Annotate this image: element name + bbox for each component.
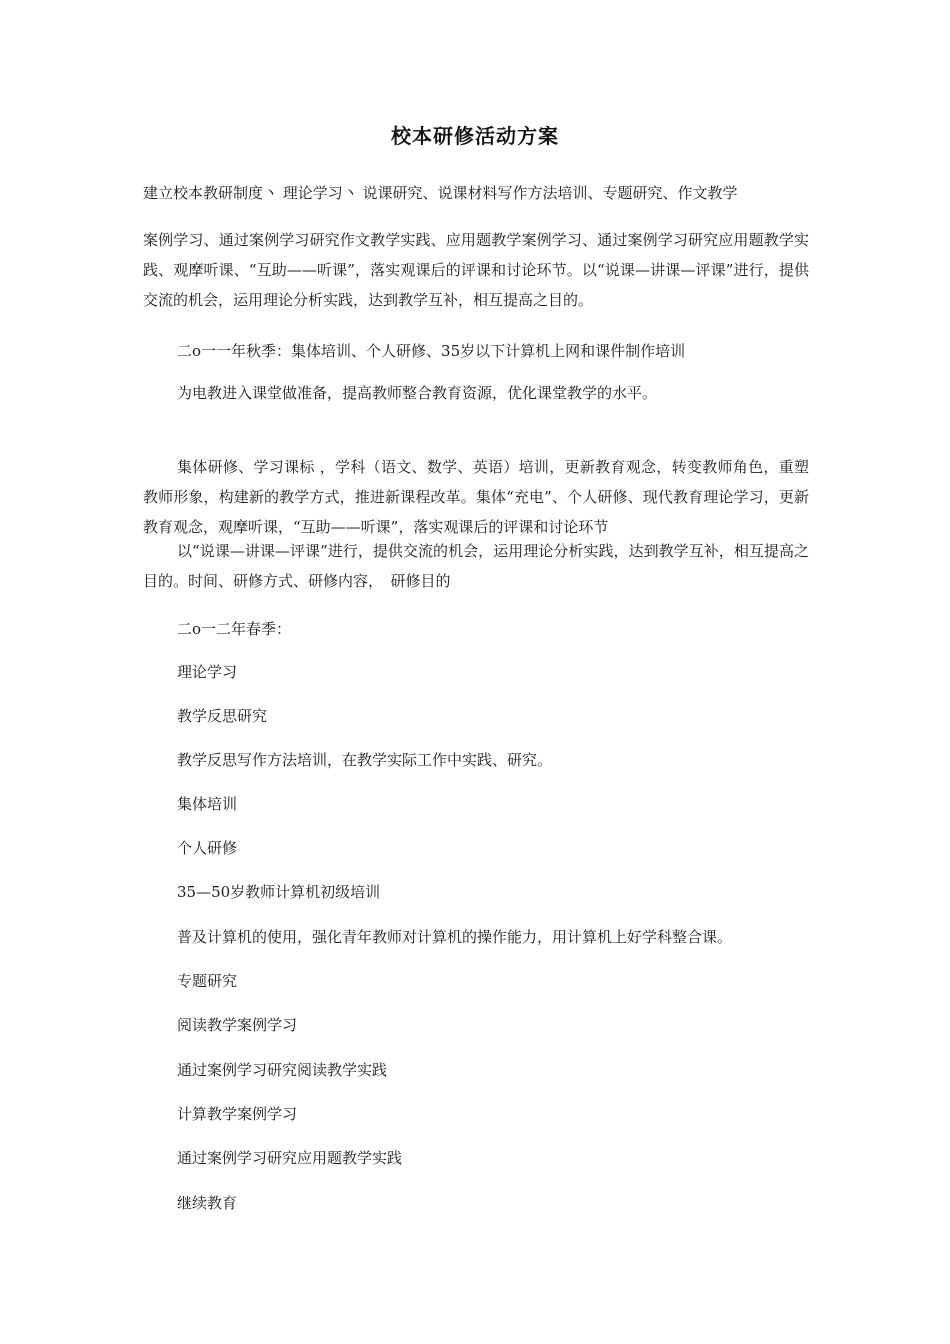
intro-paragraph: 案例学习、通过案例学习研究作文教学实践、应用题教学案例学习、通过案例学习研究应用题教学实践、观摩听课、“互助——听课”，落实观课后的评课和讨论环节。以“说课—讲课—评课”进行，提供交流的机会，运用理论分析实践，达到教学互补，相互提高之目的。 <box>143 231 809 309</box>
autumn-goal: 为电教进入课堂做准备，提高教师整合教育资源，优化课堂教学的水平。 <box>177 384 658 402</box>
list-item: 继续教育 <box>177 1194 238 1212</box>
autumn-paragraph: 集体研修、学习课标 ，学科（语文、数学、英语）培训，更新教育观念，转变教师角色，重塑教师形象，构建新的教学方式，推进新课程改革。集体“充电”、个人研修、现代教育理论学习，更新教育观念，观摩听课，“互助——听课”，落实观课后的评课和讨论环节 <box>143 458 809 536</box>
document-title: 校本研修活动方案 <box>391 124 559 148</box>
spring-heading: 二o一二年春季： <box>177 620 292 638</box>
list-item: 专题研究 <box>177 972 238 990</box>
list-item: 通过案例学习研究阅读教学实践 <box>177 1061 388 1079</box>
list-item: 教学反思研究 <box>177 707 268 725</box>
intro-first-line: 建立校本教研制度丶 理论学习丶 说课研究、说课材料写作方法培训、专题研究、作文教学 <box>143 184 738 202</box>
list-item: 教学反思写作方法培训，在教学实际工作中实践、研究。 <box>177 751 553 769</box>
autumn-heading: 二o一一年秋季：集体培训、个人研修、35岁以下计算机上网和课件制作培训 <box>177 342 686 360</box>
list-item: 通过案例学习研究应用题教学实践 <box>177 1149 403 1167</box>
list-item: 理论学习 <box>177 663 238 681</box>
list-item: 阅读教学案例学习 <box>177 1016 298 1034</box>
list-item: 个人研修 <box>177 839 238 857</box>
list-item: 计算教学案例学习 <box>177 1105 298 1123</box>
list-item: 普及计算机的使用，强化青年教师对计算机的操作能力，用计算机上好学科整合课。 <box>177 928 733 946</box>
list-item: 35—50岁教师计算机初级培训 <box>177 883 381 901</box>
autumn-paragraph-2: 以“说课—讲课—评课”进行，提供交流的机会，运用理论分析实践，达到教学互补，相互提高之目的。时间、研修方式、研修内容， 研修目的 <box>143 542 809 590</box>
list-item: 集体培训 <box>177 795 238 813</box>
